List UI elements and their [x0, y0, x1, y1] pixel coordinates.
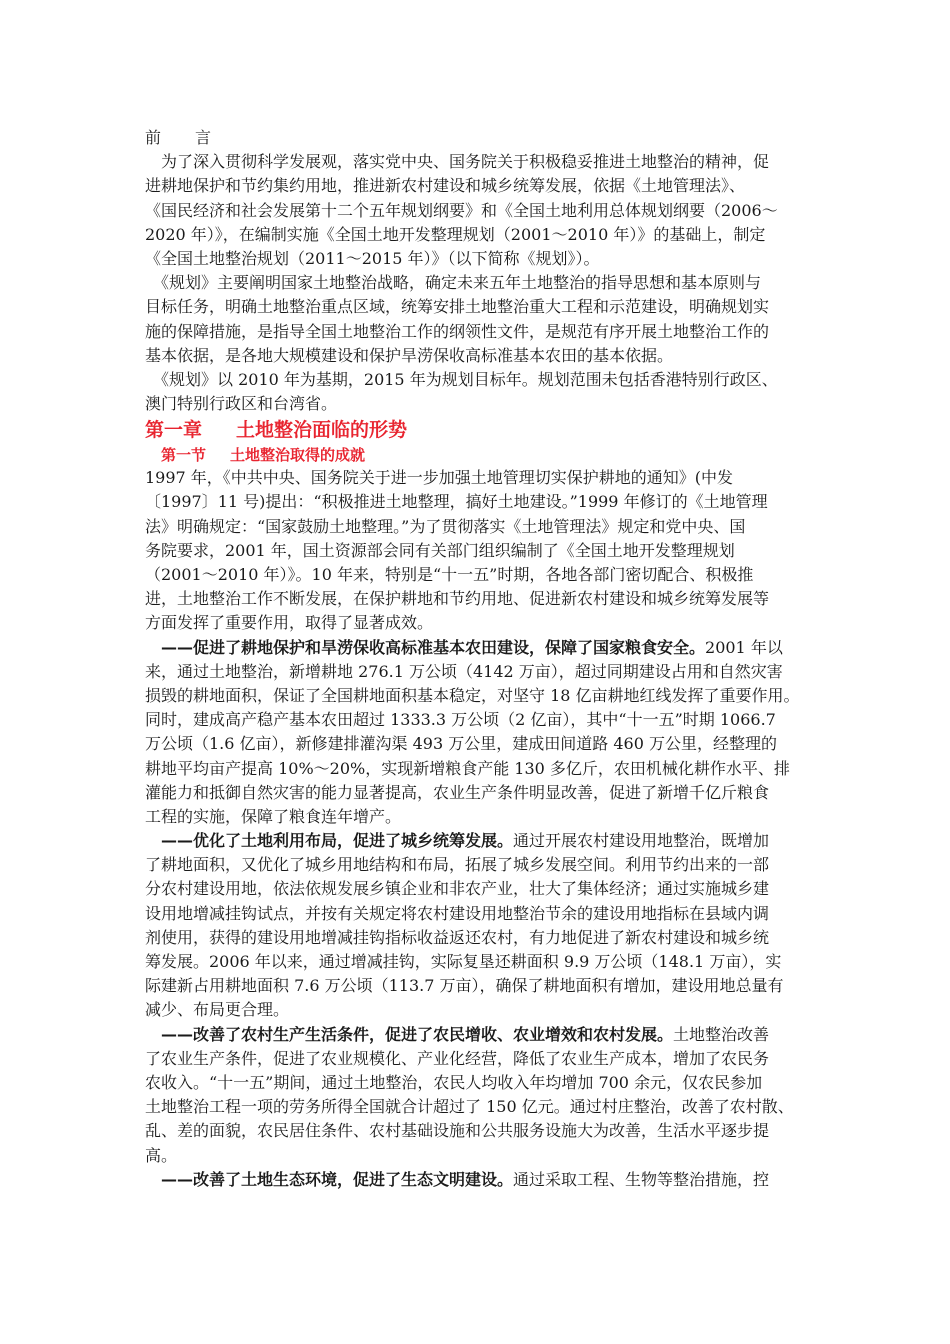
text-line: 务院要求，2001 年，国土资源部会同有关部门组织编制了《全国土地开发整理规划 — [145, 540, 735, 560]
text-line: 为了深入贯彻科学发展观，落实党中央、国务院关于积极稳妥推进土地整治的精神，促 — [145, 152, 770, 172]
text-line: 〔1997〕11 号)提出：“积极推进土地整理，搞好土地建设。”1999 年修订的《土地管理 — [145, 492, 768, 512]
preface-title: 前 言 — [145, 128, 212, 147]
text-line: 目标任务，明确土地整治重点区域，统筹安排土地整治重大工程和示范建设，明确规划实 — [145, 297, 770, 317]
text-line: 进，土地整治工作不断发展，在保护耕地和节约用地、促进新农村建设和城乡统筹发展等 — [145, 589, 770, 609]
text-line: 进耕地保护和节约集约用地，推进新农村建设和城乡统筹发展，依据《土地管理法》、 — [145, 176, 746, 196]
text-line: ——优化了土地利用布局，促进了城乡统筹发展。通过开展农村建设用地整治，既增加 — [145, 831, 770, 851]
text-line: 来，通过土地整治，新增耕地 276.1 万公顷（4142 万亩），超过同期建设占用和自然灾害 — [145, 661, 783, 681]
text-line: 高。 — [145, 1145, 178, 1165]
text-line: 《规划》以 2010 年为基期，2015 年为规划目标年。规划范围未包括香港特别行政区、 — [145, 369, 778, 389]
text-line: 同时，建成高产稳产基本农田超过 1333.3 万公顷（2 亿亩），其中“十一五”时期 1066.7 — [145, 710, 776, 730]
achievement-item-4 — [145, 1168, 825, 1192]
chapter-heading: 第一章 土地整治面临的形势 — [145, 419, 408, 442]
text-line: 农收入。“十一五”期间，通过土地整治，农民人均收入年均增加 700 余元，仅农民参加 — [145, 1072, 763, 1092]
item-lead: ——改善了农村生产生活条件，促进了农民增收、农业增效和农村发展。 — [145, 1024, 674, 1044]
text-line: 剂使用，获得的建设用地增减挂钩指标收益返还农村，有力地促进了新农村建设和城乡统 — [145, 927, 770, 947]
text-line: 分农村建设用地，依法依规发展乡镇企业和非农产业，壮大了集体经济；通过实施城乡建 — [145, 879, 770, 899]
preface-paragraph-1 — [145, 150, 825, 271]
text-line: ——改善了农村生产生活条件，促进了农民增收、农业增效和农村发展。土地整治改善 — [145, 1024, 770, 1044]
text-line: （2001～2010 年）》。10 年来，特别是“十一五”时期，各地各部门密切配合、积极推 — [145, 565, 754, 584]
text-line: 施的保障措施，是指导全国土地整治工作的纲领性文件，是规范有序开展土地整治工作的 — [145, 321, 770, 341]
text-line: 损毁的耕地面积，保证了全国耕地面积基本稳定，对坚守 18 亿亩耕地红线发挥了重要作用。 — [145, 685, 800, 705]
achievement-item-2 — [145, 829, 825, 1023]
text-line: 设用地增减挂钩试点，并按有关规定将农村建设用地整治节余的建设用地指标在县域内调 — [145, 903, 770, 923]
text-line: 土地整治工程一项的劳务所得全国就合计超过了 150 亿元。通过村庄整治，改善了农村散、 — [145, 1097, 794, 1117]
text-line: 方面发挥了重要作用，取得了显著成效。 — [145, 613, 434, 633]
text-line: 工程的实施，保障了粮食连年增产。 — [145, 806, 402, 826]
document-page — [145, 126, 825, 1192]
text-line: 耕地平均亩产提高 10%～20%，实现新增粮食产能 130 多亿斤，农田机械化耕作水平、排 — [145, 758, 790, 778]
section-heading: 第一节 土地整治取得的成就 — [161, 446, 366, 465]
text-line: 法》明确规定：“国家鼓励土地整理。”为了贯彻落实《土地管理法》规定和党中央、国 — [145, 516, 746, 536]
preface-paragraph-2 — [145, 271, 825, 368]
text-line: 减少、布局更合理。 — [145, 1000, 290, 1020]
text-line: ——改善了土地生态环境，促进了生态文明建设。通过采取工程、生物等整治措施，控 — [145, 1169, 770, 1189]
text-line: 了耕地面积，又优化了城乡用地结构和布局，拓展了城乡发展空间。利用节约出来的一部 — [145, 855, 770, 875]
item-lead: ——改善了土地生态环境，促进了生态文明建设。 — [145, 1169, 514, 1189]
text-line: 了农业生产条件，促进了农业规模化、产业化经营，降低了农业生产成本，增加了农民务 — [145, 1048, 770, 1068]
text-line: 际建新占用耕地面积 7.6 万公顷（113.7 万亩），确保了耕地面积有增加，建设用地总量有 — [145, 976, 784, 996]
text-line: 《全国土地整治规划（2011～2015 年）》（以下简称《规划》）。 — [145, 248, 600, 268]
text-line: 澳门特别行政区和台湾省。 — [145, 394, 338, 414]
intro-paragraph — [145, 466, 825, 635]
preface-paragraph-3 — [145, 368, 825, 416]
achievement-item-3 — [145, 1023, 825, 1168]
item-lead: ——优化了土地利用布局，促进了城乡统筹发展。 — [145, 831, 514, 851]
text-line: ——促进了耕地保护和旱涝保收高标准基本农田建设，保障了国家粮食安全。2001 年以 — [145, 637, 783, 657]
text-line: 基本依据，是各地大规模建设和保护旱涝保收高标准基本农田的基本依据。 — [145, 345, 674, 365]
text-line: 2020 年）》，在编制实施《全国土地开发整理规划（2001～2010 年）》的基础上，制定 — [145, 224, 766, 244]
text-line: 万公顷（1.6 亿亩），新修建排灌沟渠 493 万公里，建成田间道路 460 万公里，经整理的 — [145, 734, 777, 754]
text-line: 筹发展。2006 年以来，通过增减挂钩，实际复垦还耕面积 9.9 万公顷（148.1 万亩），实 — [145, 952, 782, 971]
text-line: 灌能力和抵御自然灾害的能力显著提高，农业生产条件明显改善，促进了新增千亿斤粮食 — [145, 782, 770, 802]
text-line: 乱、差的面貌，农民居住条件、农村基础设施和公共服务设施大为改善，生活水平逐步提 — [145, 1121, 770, 1141]
text-line: 《规划》主要阐明国家土地整治战略，确定未来五年土地整治的指导思想和基本原则与 — [145, 273, 762, 293]
item-lead: ——促进了耕地保护和旱涝保收高标准基本农田建设，保障了国家粮食安全。 — [145, 637, 706, 657]
text-line: 1997 年，《中共中央、国务院关于进一步加强土地管理切实保护耕地的通知》(中发 — [145, 468, 734, 488]
achievement-item-1 — [145, 636, 825, 830]
text-line: 《国民经济和社会发展第十二个五年规划纲要》和《全国土地利用总体规划纲要（2006～ — [145, 200, 778, 220]
